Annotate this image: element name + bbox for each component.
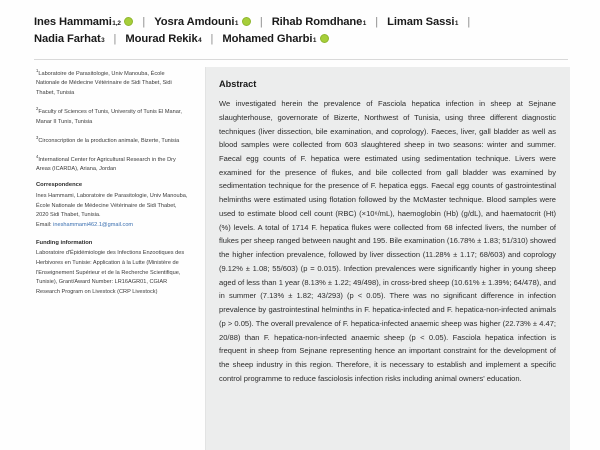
funding-body: Laboratoire d'Épidémiologie des Infections Enzootiques des Herbivores en Tunisie: Application à la Lutte (Ministère de l'Enseignement Supérieur et de la Recherche Scientifique, Tunisie), Grant/Award Number: LR16AGR01, CGIAR Research Program on Livestock (CRP Livestock) [36, 250, 185, 295]
email-label: Email: [36, 221, 52, 228]
metadata-column [36, 67, 188, 305]
correspondence-email-line [36, 221, 188, 231]
affiliation-item [36, 67, 188, 99]
affiliation-marker: 2 [36, 106, 39, 112]
author-affiliation-marker: 4 [198, 37, 202, 45]
affiliation-text: Circonscription de la production animale, Bizerte, Tunisia [38, 137, 180, 144]
affiliation-item [36, 134, 188, 146]
author-list [34, 14, 568, 48]
email-link[interactable]: ineshammami462.1@gmail.com [53, 221, 134, 228]
affiliation-marker: 4 [36, 153, 39, 159]
funding-block [36, 239, 188, 298]
affiliation-item [36, 105, 188, 127]
affiliation-text: Laboratoire de Parasitologie, Univ Manouba, École Nationale de Médecine Vétérinaire de Sidi Thabet, Sidi Thabet, Tunisia [36, 70, 172, 97]
author-label: Nadia Farhat [34, 33, 101, 46]
affiliation-item [36, 153, 188, 175]
author-affiliation-marker: 3 [101, 37, 105, 45]
author-separator: | [210, 32, 214, 45]
author-name[interactable] [34, 31, 105, 47]
author-label: Rihab Romdhane [271, 16, 363, 28]
abstract-text: We investigated herein the prevalence of Fasciola hepatica infection in sheep at Sejnane slaughterhouse, governorate of Bizerte, Northwest of Tunisia, using three different diagnostic techniques (liver dissection, bile examination, and coprology). Faeces, liver, gall bladder as well as blood samples were collected from 603 slaughtered sheep in two seasons: winter and summer. Faecal egg counts of F. hepatica were estimated using sedimentation technique. Livers were examined for the presence of flukes, and bile collected from gall bladder was examined by sedimentation technique for the presence of F. hepatica eggs. Faecal egg counts of gastrointestinal helminths were estimated using flotation followed by the McMaster technique. Blood samples were used to estimate blood cell count (RBC) (×10⁶/mL), haemoglobin (Hb) (g/dL), and haematocrit (Ht) (%) levels. A total of 1714 F. hepatica flukes were collected from 68 infected livers, the number of flukes per sheep ranged between naught and 195. Bile examination (16.78% ± 1.83; 51/310) showed the higher infection prevalence, followed by liver dissection (11.28% ± 1.17; 68/603) and coprology (9.12% ± 1.08; 55/603) (p = 0.015). Infection prevalences were significantly higher in young sheep aged of less than 1 year (8.13% ± 1.22; 49/498), in cross-bred sheep (10.61% ± 1.39%; 64/478), and in summer (7.13% ± 1.82; 43/293) (p < 0.05). There was no significant difference in infection prevalence by gastrointestinal helminths in F. hepatica-infected and F. hepatica-non-infected animals (p > 0.05). The overall prevalence of F. hepatica-infected anaemic sheep was higher (22.73% ± 4.47; 20/88) than F. hepatica-non-infected anaemic sheep (p < 0.05). Fasciola hepatica infection is frequent in sheep from Sejnane representing hence an important constraint for the development of the sheep industry in this region. Therefore, it is necessary to establish and implement a specific control programme to reduce fasciolosis infection risks including animal owners' education. [219, 99, 556, 383]
author-separator: | [375, 15, 379, 28]
header-divider [34, 59, 568, 60]
author-label: Yosra Amdouni [154, 16, 235, 28]
author-affiliation-marker: 1 [312, 37, 317, 45]
author-name[interactable] [387, 14, 458, 30]
author-label: Mohamed Gharbi [222, 33, 313, 46]
affiliation-marker: 1 [36, 68, 39, 73]
author-name[interactable] [34, 14, 121, 30]
abstract-inner [206, 67, 570, 385]
author-label: Ines Hammami [34, 16, 112, 28]
author-affiliation-marker: 1 [454, 20, 459, 27]
author-separator: | [259, 15, 263, 28]
author-line-1 [34, 14, 568, 30]
author-line-2 [34, 31, 568, 47]
correspondence-block [36, 181, 188, 230]
orcid-icon[interactable] [320, 34, 329, 43]
author-separator: | [113, 32, 117, 45]
abstract-heading: Abstract [219, 79, 257, 89]
author-separator: | [142, 15, 146, 28]
author-name[interactable] [154, 14, 238, 30]
correspondence-body: Ines Hammami, Laboratoire de Parasitologie, Univ Manouba, École Nationale de Médecine Vétérinaire de Sidi Thabet, 2020 Sidi Thabet, Tunisia. [36, 193, 188, 219]
author-name[interactable] [272, 14, 367, 30]
author-separator: | [467, 15, 471, 28]
author-label: Mourad Rekik [125, 33, 198, 46]
affiliation-text: International Center for Agricultural Research in the Dry Areas (ICARDA), Ariana, Jordan [36, 156, 176, 173]
author-name[interactable] [125, 31, 201, 47]
author-affiliation-marker: 1 [234, 20, 239, 27]
author-label: Limam Sassi [387, 16, 455, 28]
funding-heading: Funding information [36, 239, 93, 246]
orcid-icon[interactable] [242, 17, 251, 26]
orcid-icon[interactable] [124, 17, 133, 26]
correspondence-heading: Correspondence [36, 182, 83, 189]
author-name[interactable] [222, 31, 316, 47]
author-affiliation-marker: 1 [362, 20, 367, 27]
affiliation-marker: 3 [36, 134, 39, 140]
abstract-panel [205, 67, 570, 450]
author-affiliation-marker: 1,2 [112, 20, 121, 27]
affiliation-text: Faculty of Sciences of Tunis, University of Tunis El Manar, Manar II Tunis, Tunisia [36, 109, 182, 125]
